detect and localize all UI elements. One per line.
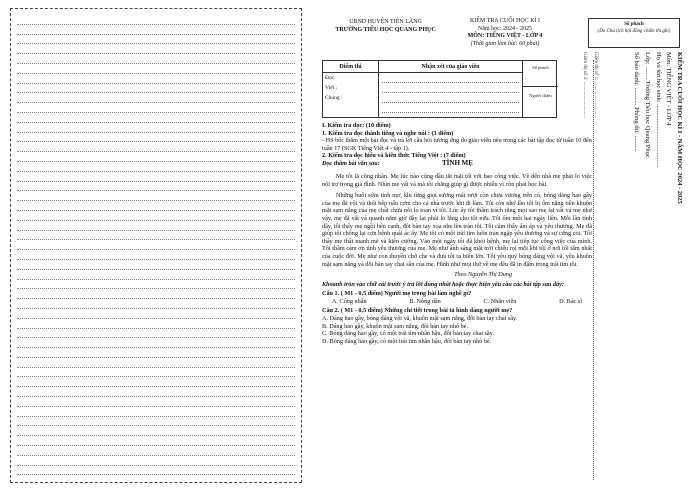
so-phach-label: Số phách xyxy=(624,22,644,27)
school-header xyxy=(318,18,453,34)
district-name: UBND HUYỆN TIÊN LÃNG xyxy=(349,19,422,25)
story-author: Theo Nguyễn Thị Dung xyxy=(454,271,512,279)
note-line xyxy=(17,162,295,172)
note-line xyxy=(17,191,295,201)
note-line xyxy=(17,338,295,348)
signature-label-2: Người chấm xyxy=(529,93,552,98)
note-line xyxy=(17,44,295,54)
q1-option-a[interactable]: A. Công nhân xyxy=(332,297,367,305)
cut-line xyxy=(593,60,594,480)
section-1a-desc: - HS bốc thăm một bài đọc và trả lời câu hỏi tương ứng do giáo viên nêu trong các bài tập đọc từ tuần 10 đến tuần 17 (SGK Tiếng Việt 4 - tập 1). xyxy=(322,137,592,152)
school-year: Năm học: 2024 - 2025 xyxy=(478,25,532,32)
note-line xyxy=(17,436,295,446)
note-line xyxy=(17,407,295,417)
signature-column xyxy=(523,61,558,117)
note-line xyxy=(17,123,295,133)
q1-option-b[interactable]: B. Nông dân xyxy=(409,297,441,305)
q1-option-c[interactable]: C. Nhân viên xyxy=(483,297,517,305)
note-line xyxy=(17,35,295,45)
score-header: Điểm thi xyxy=(323,61,378,73)
q2-option-c[interactable]: C. Bóng dáng hao gầy, có một trái tim nhân hậu, đôi bàn tay chai sầy. xyxy=(322,330,494,338)
proctor-1-field[interactable]: Giám thị số 1: ............................. xyxy=(593,52,598,118)
section-1a-title: 1. Kiểm tra đọc thành tiếng và nghe nói : (3 điểm) xyxy=(322,129,454,137)
note-line xyxy=(17,231,295,241)
score-row-read: Đọc: xyxy=(325,75,336,81)
class-field[interactable]: Lớp: ........ Trường Tiểu học Quang Phục xyxy=(644,52,651,158)
section-1b-title: 2. Kiểm tra đọc hiểu và kiến thức Tiếng Việt : (7 điểm) xyxy=(322,152,466,160)
note-line xyxy=(17,426,295,436)
story-paragraph-1: Mẹ tôi là công nhân. Mẹ lúc nào cũng đầu tắt mặt tối với bao công việc. Về đến nhà mẹ phải lo việc nội trợ trong gia đình. Nhìn mẹ vất vả mà tôi chẳng giúp gì được nhiều vì còn phải học bài. xyxy=(322,172,592,188)
comment-line[interactable] xyxy=(382,85,519,93)
comment-line[interactable] xyxy=(382,95,519,103)
note-line xyxy=(17,299,295,309)
note-line xyxy=(17,64,295,74)
note-line xyxy=(17,182,295,192)
sbd-field[interactable]: Số báo danh: ........... Phòng thi: .......... xyxy=(633,52,640,152)
note-line xyxy=(17,417,295,427)
q2-option-b[interactable]: B. Dáng hao gầy, khuôn mặt sạm nắng, đôi bàn tay nhỏ bé. xyxy=(322,322,469,330)
note-line xyxy=(17,54,295,64)
side-subject: Môn: TIẾNG VIỆT - LỚP 4 xyxy=(665,52,672,126)
note-line xyxy=(17,397,295,407)
so-phach-note: (Do Chủ tịch hội đồng chấm thi ghi) xyxy=(597,28,671,34)
note-line xyxy=(17,15,295,25)
question-1: Câu 1. ( M1 - 0,5 điểm) Người mẹ trong bài làm nghề gì? xyxy=(322,290,472,298)
note-line xyxy=(17,84,295,94)
section-1-title: I. Kiểm tra đọc: (10 điểm) xyxy=(322,122,391,129)
proctor-2-field[interactable]: Giám thị số 2: ............................. xyxy=(582,52,587,118)
note-line xyxy=(17,309,295,319)
note-line xyxy=(17,25,295,35)
note-line xyxy=(17,172,295,182)
instruction: Khoanh tròn vào chữ cái trước ý trả lời đúng nhất hoặc thực hiện yêu cầu các bài tập sau đây: xyxy=(322,280,564,288)
score-table xyxy=(322,60,557,118)
note-line xyxy=(17,377,295,387)
score-row-total: Chung : xyxy=(325,95,343,101)
note-line xyxy=(17,250,295,260)
note-line xyxy=(17,93,295,103)
note-line xyxy=(17,74,295,84)
note-line xyxy=(17,466,295,476)
comment-line[interactable] xyxy=(382,75,519,83)
read-label: Đọc thầm bài văn sau: xyxy=(322,159,380,167)
score-row-write: Viết : xyxy=(325,85,338,91)
note-line xyxy=(17,103,295,113)
note-line xyxy=(17,260,295,270)
school-name: TRƯỜNG TIỂU HỌC QUANG PHỤC xyxy=(335,27,436,33)
notes-area[interactable] xyxy=(10,8,302,483)
q2-option-d[interactable]: D. Bóng dáng hao gầy, có một trái tim nhân hậu, đôi bàn tay nhỏ bé. xyxy=(322,337,492,345)
exam-title: KIỂM TRA CUỐI HỌC KÌ I xyxy=(469,18,541,24)
comment-line[interactable] xyxy=(382,105,519,113)
q1-option-d[interactable]: D. Bác sĩ xyxy=(559,297,582,305)
comment-header: Nhận xét của giáo viên xyxy=(379,61,522,73)
q2-option-a[interactable]: A. Dáng hao gầy, bóng dáng vội vã, khuôn mặt sạm nắng, đôi bàn tay chai sầy. xyxy=(322,315,518,323)
question-1-options xyxy=(322,298,592,306)
exam-subject: MÔN: TIẾNG VIỆT - LỚP 4 xyxy=(467,33,543,39)
note-line xyxy=(17,221,295,231)
note-line xyxy=(17,152,295,162)
note-line xyxy=(17,113,295,123)
student-name-field[interactable]: Họ và tên học sinh: ....................................... xyxy=(655,52,662,168)
note-line xyxy=(17,456,295,466)
exam-header xyxy=(460,18,550,48)
side-exam-title: KIỂM TRA CUỐI HỌC KÌ I - NĂM HỌC 2024 - 2025 xyxy=(676,52,683,204)
note-line xyxy=(17,142,295,152)
note-line xyxy=(17,201,295,211)
note-line xyxy=(17,387,295,397)
comment-column xyxy=(379,61,523,117)
signature-label-1: Số phách xyxy=(532,65,549,70)
story-title: TÌNH MẸ xyxy=(442,158,473,167)
note-line xyxy=(17,211,295,221)
story-paragraph-2: Những buổi sớm tinh mơ, khi từng giọt sương mát rượi còn chưa vương trên cỏ, bóng dáng hao gầy của mẹ đã vội vã thổi bếp nấu cơm cho cả nhà trước khi đi làm. Tôi còn nhớ lần tôi bị ốm nặng tiền khuôn mặt sạm nắng của mẹ chất chứa nỗi lo toan vì tôi. Lúc ấy tôi thầm trách rằng mọi sao mẹ lại vất vả mẹ như vậy, mẹ đã vất vả quanh năm giờ đây lại phải lo lắng cho tôi nữa. Tôi ốm một hai ngày liền. Mỗi lần tỉnh dậy, tôi thấy mẹ ngồi bên cạnh, đôi bàn tay xoa nhẹ lên trán tôi. Tôi cảm thấy ấm áp và yêu thương. Mẹ đã giúp tôi chống lại cơn bệnh quái ác ấy. Mẹ tôi có một trái tim luôn tràn ngập yêu thương và sự cứng cỏi. Tôi thấy mẹ thật mạnh mẽ và kiên cường. Vào một ngày tôi đã khỏi bệnh, mẹ lại tiếp tục công việc của mình. Tôi thầm cảm ơn tình yêu thương của mẹ. Mẹ như ánh sáng mặt trời chiếu rọi mỗi khi tôi ở nơi tối tăm nhất của cuộc đời. Mẹ như con thuyền chở che và đưa tôi ra biển lớn. Tôi yêu quý bóng dáng vội vã, yêu khuôn mặt sạm nắng và đôi bàn tay chai sần của mẹ. Hình như mọi thứ về mẹ đều đã in đậm trong trái tim tôi. xyxy=(322,192,592,268)
so-phach-box xyxy=(588,18,680,48)
note-line xyxy=(17,280,295,290)
note-line xyxy=(17,348,295,358)
note-line xyxy=(17,270,295,280)
note-line xyxy=(17,319,295,329)
score-column xyxy=(323,61,379,117)
exam-time: (Thời gian làm bài: 60 phút) xyxy=(470,40,540,47)
note-line xyxy=(17,240,295,250)
note-line xyxy=(17,446,295,456)
note-line xyxy=(17,358,295,368)
note-line xyxy=(17,133,295,143)
exam-content xyxy=(322,122,592,345)
question-2: Câu 2. ( M1 - 0,5 điểm) Những chi tiết trong bài tả hình dáng người mẹ? xyxy=(322,307,513,315)
note-line xyxy=(17,289,295,299)
note-line xyxy=(17,368,295,378)
note-line xyxy=(17,329,295,339)
